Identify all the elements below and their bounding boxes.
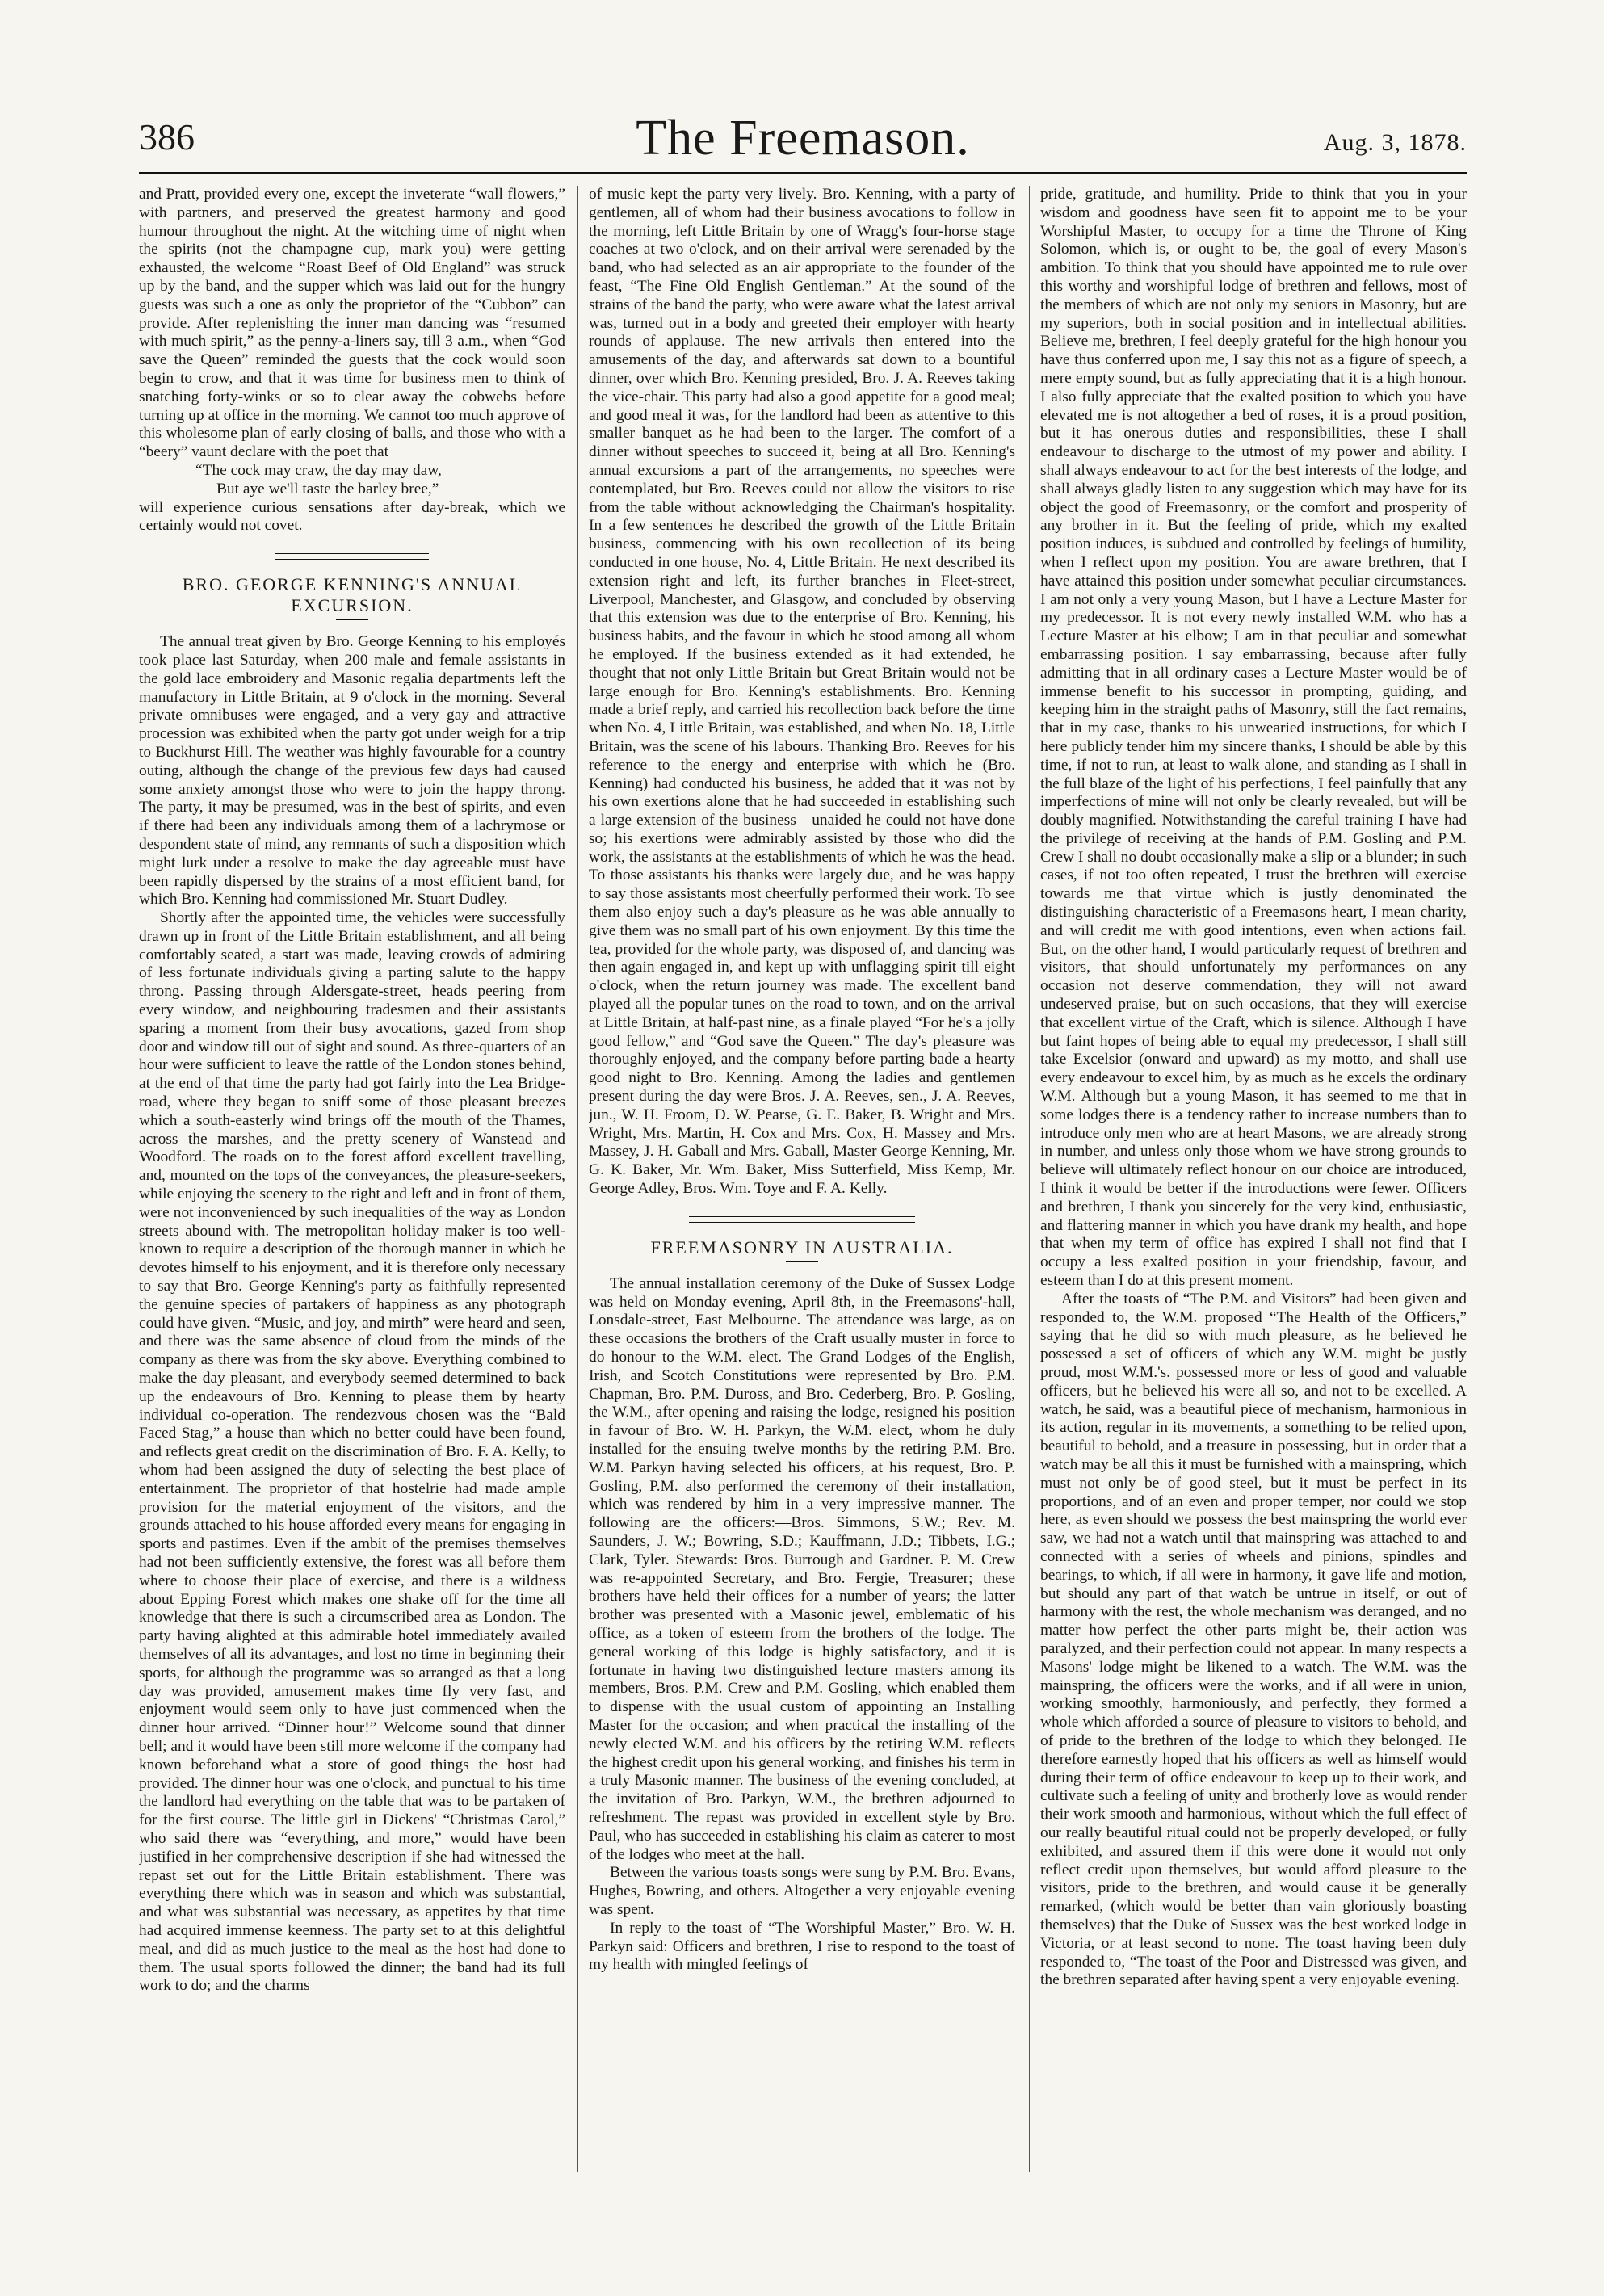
ball-report-continuation: and Pratt, provided every one, except the inveterate “wall flowers,” with partners, and preserved the greatest harmony and good humour throughout the night. At the witching time of night when the spirits (not the champagne cup, mark you) were getting exhausted, the welcome “Roast Beef of Old England” was struck up by the band, and the supper which was laid out for the hungry guests was such a one as only the proprietor of the “Cubbon” can provide. After replenishing the inner man dancing was “resumed with much spirit,” as the penny-a-liners say, till 3 a.m., when “God save the Queen” reminded the guests that the cock would soon begin to crow, and that it was time for business men to think of snatching forty-winks or so to clear away the cobwebs before turning up at office in the morning. We cannot too much approve of this wholesome plan of early closing of balls, and those who with a “beery” vaunt declare with the poet that: [139, 186, 565, 461]
masthead: [139, 111, 1467, 170]
article-paragraph: The annual treat given by Bro. George Kenning to his employés took place last Saturday, when 200 male and female assistants in the gold lace embroidery and Masonic regalia departments left the manufactory in Little Britain, at 9 o'clock in the morning. Several private omnibuses were engaged, and a very gay and attractive procession was exhibited when the party got under weigh for a trip to Buckhurst Hill. The weather was highly favourable for a country outing, although the change of the previous few days had caused some anxiety amongst those who were to join the happy throng. The party, it may be presumed, was in the best of spirits, and even if there had been any individuals among them of a lachrymose or despondent state of mind, any remnants of such a disposition which might lurk under a resolve to make the day agreeable must have been rapidly dispersed by the strains of a most efficient band, for which Bro. Kenning had commissioned Mr. Stuart Dudley.: [139, 633, 565, 909]
article-paragraph: Between the various toasts songs were sung by P.M. Bro. Evans, Hughes, Bowring, and others. Altogether a very enjoyable evening was spent.: [589, 1864, 1015, 1918]
article-separator: [689, 1216, 915, 1223]
article-heading-kenning-excursion: BRO. GEORGE KENNING'S ANNUAL EXCURSION.: [182, 574, 523, 616]
article-separator: [275, 553, 429, 560]
column-2: [589, 186, 1015, 2189]
poem-line: “The cock may craw, the day may daw,: [195, 461, 442, 479]
ball-report-ending: will experience curious sensations after day-break, which we certainly would not covet.: [139, 498, 565, 535]
masthead-rule: [139, 172, 1467, 174]
column-divider: [1029, 186, 1030, 2172]
article-paragraph: After the toasts of “The P.M. and Visitors” had been given and responded to, the W.M. proposed “The Health of the Officers,” saying that he did so with much pleasure, as he believed he possessed a set of officers of which any W.M. might be justly proud, most W.M.'s. possessed more or less of good and valuable officers, but he believed his were all so, and not to be excelled. A watch, he said, was a beautiful piece of mechanism, harmonious in its action, regular in its movements, a something to be relied upon, beautiful to behold, and a treasure in possessing, but in order that a watch may be all this it must be furnished with a mainspring, which must not only be of good steel, but it must be perfect in its proportions, and of an even and proper temper, nor could we stop here, as even should we possess the best mainspring the world ever saw, we had not a watch until that mainspring was attached to and connected with a series of wheels and pinions, spindles and bearings, to which, if all were in harmony, it gave life and motion, but should any part of that watch be untrue in itself, or out of harmony with the rest, the whole mechanism was deranged, and no matter how perfect the other parts might be, their action was paralyzed, and their perfection could not appear. In many respects a Masons' lodge might be likened to a watch. The W.M. was the mainspring, the officers were the works, and if all were in union, working smoothly, harmoniously, and perfectly, they formed a whole which afforded a source of pleasure to visitors to behold, and of pride to the brethren of the lodge to which they belonged. He therefore earnestly hoped that his officers as well as himself would during their term of office endeavour to keep up to their work, and cultivate such a feeling of unity and brotherly love as would render their work smooth and harmonious, without which the full effect of our really beautiful ritual could not be properly developed, or fully exhibited, and assured them if this were done it would not only reflect credit upon themselves, but would afford pleasure to the visitors, pride to the brethren, and would cause it be generally remarked, (which would be better than vain gloriously boasting themselves) that the Duke of Sussex was the best worked lodge in Victoria, or at least second to none. The toast having been duly responded to, “The toast of the Poor and Distressed was given, and the brethren separated after having spent a very enjoyable evening.: [1040, 1290, 1467, 1989]
poem-line: But aye we'll taste the barley bree,”: [216, 480, 439, 497]
article-paragraph: pride, gratitude, and humility. Pride to think that you in your wisdom and goodness have seen fit to appoint me to be your Worshipful Master, to occupy for a time the Throne of King Solomon, which is, or ought to be, the goal of every Mason's ambition. To think that you should have appointed me to rule over this worthy and worshipful lodge of brethren and fellows, most of the members of which are not only my seniors in Masonry, but are my superiors, both in social position and in intellectual abilities. Believe me, brethren, I feel deeply grateful for the high honour you have thus conferred upon me, I say this not as a figure of speech, a mere empty sound, but as fully appreciating that it is a high honour. I also fully appreciate that the exalted position to which you have elevated me is not altogether a bed of roses, it is a proud position, but it has onerous duties and responsibilities, these I shall endeavour to discharge to the utmost of my power and ability. I shall always endeavour to act for the best interests of the lodge, and shall always gladly listen to any suggestion which may have for its object the good of Freemasonry, or the comfort and prosperity of any brother in it. But the feeling of pride, which my exalted position induces, is subdued and controlled by feelings of humility, when I reflect upon my position. You are aware brethren, that I have attained this position under somewhat peculiar circumstances. I am not only a very young Mason, but I have a Lecture Master for my predecessor. It is not every newly installed W.M. who has a Lecture Master at his elbow; I am in that peculiar and somewhat embarrassing position. I say embarrassing, because after fully admitting that in all ordinary cases a Lecture Master would be of immense benefit to his successor in prompting, guiding, and keeping him in the straight paths of Masonry, still the fact remains, that in my case, thanks to his unwearied instructions, for which I here publicly tender him my sincere thanks, I should be able by this time, if not to run, at least to walk alone, and standing as I shall in the full blaze of the light of his perfections, I feel painfully that any imperfections of mine will not only be clearly revealed, but will be doubly magnified. Notwithstanding the careful training I have had the privilege of receiving at the hands of P.M. Gosling and P.M. Crew I shall no doubt occasionally make a slip or a blunder; in such cases, if not too often repeated, I trust the brethren will exercise towards me that virtue which is justly denominated the distinguishing characteristic of a Freemasons heart, I mean charity, and will credit me with good intentions, even when actions fail. But, on the other hand, I would particularly request of brethren and visitors, that should unfortunately my performances on any occasion not deserve commendation, they will not award undeserved praise, but on such occasions, that they will exercise that excellent virtue of the Craft, which is silence. Although I have but faint hopes of being able to equal my predecessor, I shall still take Excelsior (onward and upward) as my motto, and shall use every endeavour to excel him, by as much as he excels the ordinary W.M. Although but a young Mason, it has seemed to me that in some lodges there is a tendency rather to increase numbers than to introduce only men who are at heart Masons, we are already strong in number, and unless only those whom we have strong grounds to believe will ultimately reflect honour on our choice are introduced, I think it would be better if the introductions were fewer. Officers and brethren, I thank you sincerely for the very kind, enthusiastic, and flattering manner in which you have drank my health, and hope that when my term of office has expired I shall not find that I occupy a less exalted position in your friendship, favour, and esteem than I do at this present moment.: [1040, 186, 1467, 1290]
column-3: [1040, 186, 1467, 2189]
column-1: [139, 186, 565, 2189]
newspaper-title: The Freemason.: [636, 111, 970, 166]
column-divider: [577, 186, 578, 2172]
heading-rule: [786, 1261, 818, 1262]
article-paragraph: of music kept the party very lively. Bro. Kenning, with a party of gentlemen, all of whom had their business avocations to follow in the morning, left Little Britain by one of Wragg's four-horse stage coaches at two o'clock, and on their arrival were serenaded by the band, who had selected as an air appropriate to the founder of the feast, “The Fine Old English Gentleman.” At the sound of the strains of the band the party, who were aware what the latest arrival was, turned out in a body and greeted their employer with hearty rounds of applause. The new arrivals then entered into the amusements of the day, and afterwards sat down to a bountiful dinner, over which Bro. Kenning presided, Bro. J. A. Reeves taking the vice-chair. This party had also a good appetite for a good meal; and good meal it was, for the landlord had been as attentive to this smaller banquet as he had been to the larger. The comfort of a dinner without speeches to succeed it, being at all Bro. Kenning's annual excursions a part of the arrangements, no speeches were contemplated, but Bro. Reeves could not allow the visitors to rise from the table without acknowledging the Chairman's hospitality. In a few sentences he described the growth of the Little Britain business, commencing with his own recollection of its being conducted in one house, No. 4, Little Britain. He next described its extension right and left, its further branches in Fleet-street, Liverpool, Manchester, and Glasgow, and concluded by observing that this extension was due to the enterprise of Bro. Kenning, his business habits, and the favour in which he stood among all whom he employed. If the business extended as it had extended, he thought that not only Little Britain but Great Britain would not be large enough for Bro. Kenning's establishments. Bro. Kenning made a brief reply, and carried his recollection back before the time when No. 4, Little Britain, was established, and when No. 18, Little Britain, was the scene of his labours. Thanking Bro. Reeves for his reference to the energy and enterprise with which he (Bro. Kenning) had conducted his business, he added that it was not by his own exertions alone that he had succeeded in establishing such a large extension of the business—unaided he could not have done so; his exertions were admirably assisted by those who did the work, the assistants at the establishments of which he was the head. To those assistants his thanks were largely due, and he was happy to say those assistants most cheerfully performed their work. To see them also enjoy such a day's pleasure as he was able annually to give them was no small part of his own enjoyment. By this time the tea, provided for the whole party, was disposed of, and dancing was then again engaged in, and kept up with unflagging spirit till eight o'clock, when the return journey was made. The excellent band played all the popular tunes on the road to town, and on the arrival at Little Britain, at half-past nine, as a finale played “For he's a jolly good fellow,” and “God save the Queen.” The day's pleasure was thoroughly enjoyed, and the company before parting bade a hearty good night to Bro. Kenning. Among the ladies and gentlemen present during the day were Bros. J. A. Reeves, sen., J. A. Reeves, jun., W. H. Froom, D. W. Pearse, G. E. Baker, B. Wright and Mrs. Wright, Mrs. Martin, H. Cox and Mrs. Cox, H. Massey and Mrs. Massey, J. H. Gaball and Mrs. Gaball, Master George Kenning, Mr. G. K. Baker, Mr. Wm. Baker, Miss Sutterfield, Miss Kemp, Mr. George Adley, Bros. Wm. Toye and F. A. Kelly.: [589, 186, 1015, 1198]
heading-rule: [336, 619, 368, 620]
article-paragraph: Shortly after the appointed time, the vehicles were successfully drawn up in front of the Little Britain establishment, and all being comfortably seated, a start was made, leaving crowds of admiring of less fortunate individuals giving a parting salute to the happy throng. Passing through Aldersgate-street, heads peering from every window, and neighbouring tradesmen and their assistants sparing a moment from their busy avocations, gazed from shop door and window till out of sight and sound. As three-quarters of an hour were sufficient to leave the rattle of the London stones behind, at the end of that time the party had got fairly into the Lea Bridge-road, where they began to sniff some of those pleasant breezes which a south-easterly wind brings off the mouth of the Thames, across the marshes, and the pretty scenery of Wanstead and Woodford. The roads on to the forest afford excellent travelling, and, mounted on the tops of the conveyances, the pleasure-seekers, while enjoying the scenery to the right and left and in front of them, were not inconvenienced by such inequalities of the way as London streets abound with. The metropolitan holiday maker is too well-known to require a description of the thorough manner in which he devotes himself to his enjoyment, and it is therefore only necessary to say that Bro. George Kenning's party as faithfully represented the genuine species of partakers of happiness as any photograph could have given. “Music, and joy, and mirth” were heard and seen, and there was the same absence of cloud from the minds of the company as there was from the sky above. Everything combined to make the day pleasant, and everybody seemed determined to back up the endeavours of Bro. Kenning to please them by hearty individual co-operation. The rendezvous chosen was the “Bald Faced Stag,” a house than which no better could have been found, and reflects great credit on the discrimination of Bro. F. A. Kelly, to whom had been assigned the duty of selecting the best place of entertainment. The proprietor of that hostelrie had made ample provision for the material enjoyment of the visitors, and the grounds attached to his house afforded every means for engaging in sports and pastimes. Even if the ambit of the premises themselves had not been sufficiently extensive, the forest was all before them where to choose their place of exercise, and there is a wildness about Epping Forest which makes one shake off for the time all knowledge that there is such a circumscribed area as London. The party having alighted at this admirable hotel immediately availed themselves of all its advantages, and lost no time in beginning their sports, for although the programme was so arranged as that a long day was provided, amusement makes time fly very fast, and enjoyment would seem only to have just commenced when the dinner hour arrived. “Dinner hour!” Welcome sound that dinner bell; and it would have been still more welcome if the company had known beforehand what a store of good things the host had provided. The dinner hour was one o'clock, and punctual to his time the landlord had everything on the table that was to be partaken of for the first course. The little girl in Dickens' “Christmas Carol,” who said there was “everything, and more,” would have been justified in her comprehensive description if she had witnessed the repast set out for the Little Britain establishment. There was everything there which was in season and which was substantial, and what was substantial was necessary, as appetites by that time had acquired immense keenness. The party set to at this delightful meal, and did as much justice to the meal as the host had done to them. The usual sports followed the dinner; the band had its full work to do; and the charms: [139, 909, 565, 1995]
issue-date: Aug. 3, 1878.: [1323, 129, 1467, 156]
article-heading-freemasonry-australia: FREEMASONRY IN AUSTRALIA.: [650, 1236, 954, 1257]
article-paragraph: The annual installation ceremony of the Duke of Sussex Lodge was held on Monday evening, April 8th, in the Freemasons'-hall, Lonsdale-street, East Melbourne. The attendance was large, as on these occasions the brothers of the Craft usually muster in force to do honour to the W.M. elect. The Grand Lodges of the English, Irish, and Scotch Constitutions were represented by Bro. P.M. Chapman, Bro. P.M. Duross, and Bro. Cederberg, Bro. P. Gosling, the W.M., after opening and raising the lodge, resigned his position in favour of Bro. W. H. Parkyn, the W.M. elect, whom he duly installed for the ensuing twelve months by the retiring P.M. Bro. W.M. Parkyn having selected his officers, at his request, Bro. P. Gosling, P.M. also performed the ceremony of their installation, which was rendered by him in a very impressive manner. The following are the officers:—Bros. Simmons, S.W.; Rev. M. Saunders, J. W.; Bowring, S.D.; Kauffmann, J.D.; Tibbets, I.G.; Clark, Tyler. Stewards: Bros. Burrough and Gardner. P. M. Crew was re-appointed Secretary, and Bro. Fergie, Treasurer; these brothers have held their offices for a number of years; the latter brother was presented with a Masonic jewel, emblematic of his office, as a token of esteem from the brothers of the lodge. The general working of this lodge is highly satisfactory, and it is fortunate in having two distinguished lecture masters among its members, Bros. P.M. Crew and P.M. Gosling, which enabled them to dispense with the usual custom of appointing an Installing Master for the occasion; and when practical the installing of the newly elected W.M. and his officers by the retiring W.M. reflects the highest credit upon his general working, and finishes his term in a truly Masonic manner. The business of the evening concluded, at the invitation of Bro. Parkyn, W.M., the brethren adjourned to refreshment. The repast was provided in excellent style by Bro. Paul, who has succeeded in establishing his claim as caterer to most of the lodges who meet at the hall.: [589, 1274, 1015, 1863]
article-paragraph: In reply to the toast of “The Worshipful Master,” Bro. W. H. Parkyn said: Officers and brethren, I rise to respond to the toast of my health with mingled feelings of: [589, 1919, 1015, 1974]
page-number: 386: [139, 116, 195, 157]
